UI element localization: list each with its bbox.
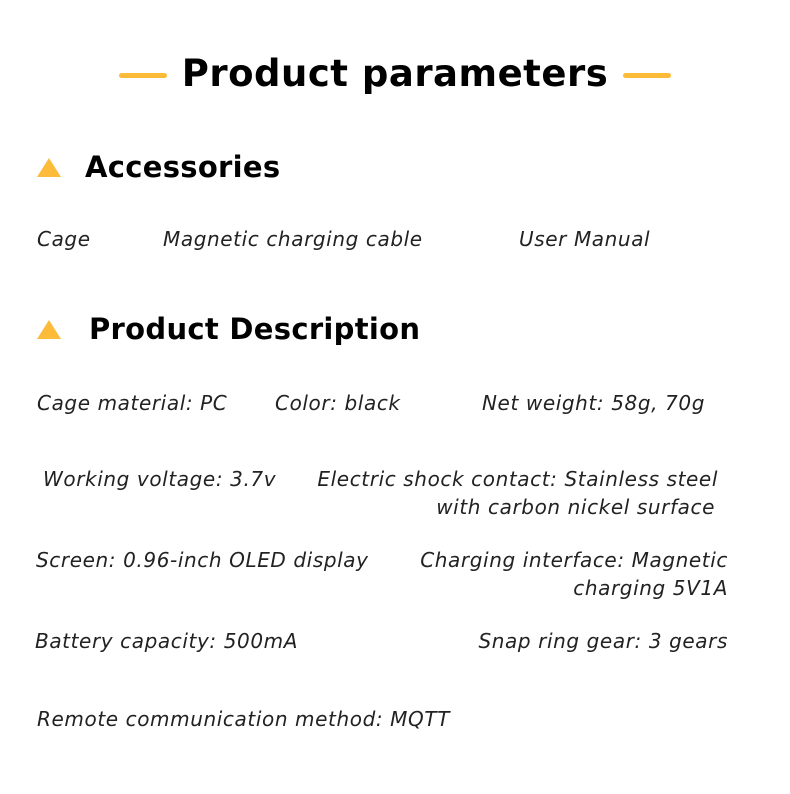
accessory-item: Cage bbox=[37, 227, 91, 251]
spec-cage-material: Cage material: PC bbox=[37, 391, 228, 415]
triangle-bullet-icon bbox=[37, 158, 61, 177]
spec-charging-line2: charging 5V1A bbox=[573, 576, 728, 600]
spec-charging-line1: Charging interface: Magnetic bbox=[420, 548, 728, 572]
section-heading-accessories bbox=[37, 150, 280, 184]
section-title: Product Description bbox=[89, 312, 421, 346]
spec-snap-ring: Snap ring gear: 3 gears bbox=[478, 629, 728, 653]
spec-working-voltage: Working voltage: 3.7v bbox=[43, 467, 277, 491]
spec-screen: Screen: 0.96-inch OLED display bbox=[36, 548, 369, 572]
spec-battery: Battery capacity: 500mA bbox=[35, 629, 299, 653]
section-title: Accessories bbox=[85, 150, 281, 184]
title-left-dash bbox=[119, 73, 167, 78]
page-title: Product parameters bbox=[181, 52, 609, 95]
spec-net-weight: Net weight: 58g, 70g bbox=[482, 391, 705, 415]
title-right-dash bbox=[623, 73, 671, 78]
spec-shock-contact-line1: Electric shock contact: Stainless steel bbox=[317, 467, 718, 491]
spec-remote-communication: Remote communication method: MQTT bbox=[37, 707, 451, 731]
section-heading-description bbox=[37, 312, 420, 346]
accessory-item: Magnetic charging cable bbox=[163, 227, 423, 251]
spec-color: Color: black bbox=[275, 391, 401, 415]
spec-shock-contact-line2: with carbon nickel surface bbox=[436, 495, 715, 519]
accessory-item: User Manual bbox=[519, 227, 651, 251]
page-header bbox=[0, 52, 790, 95]
triangle-bullet-icon bbox=[37, 320, 61, 339]
